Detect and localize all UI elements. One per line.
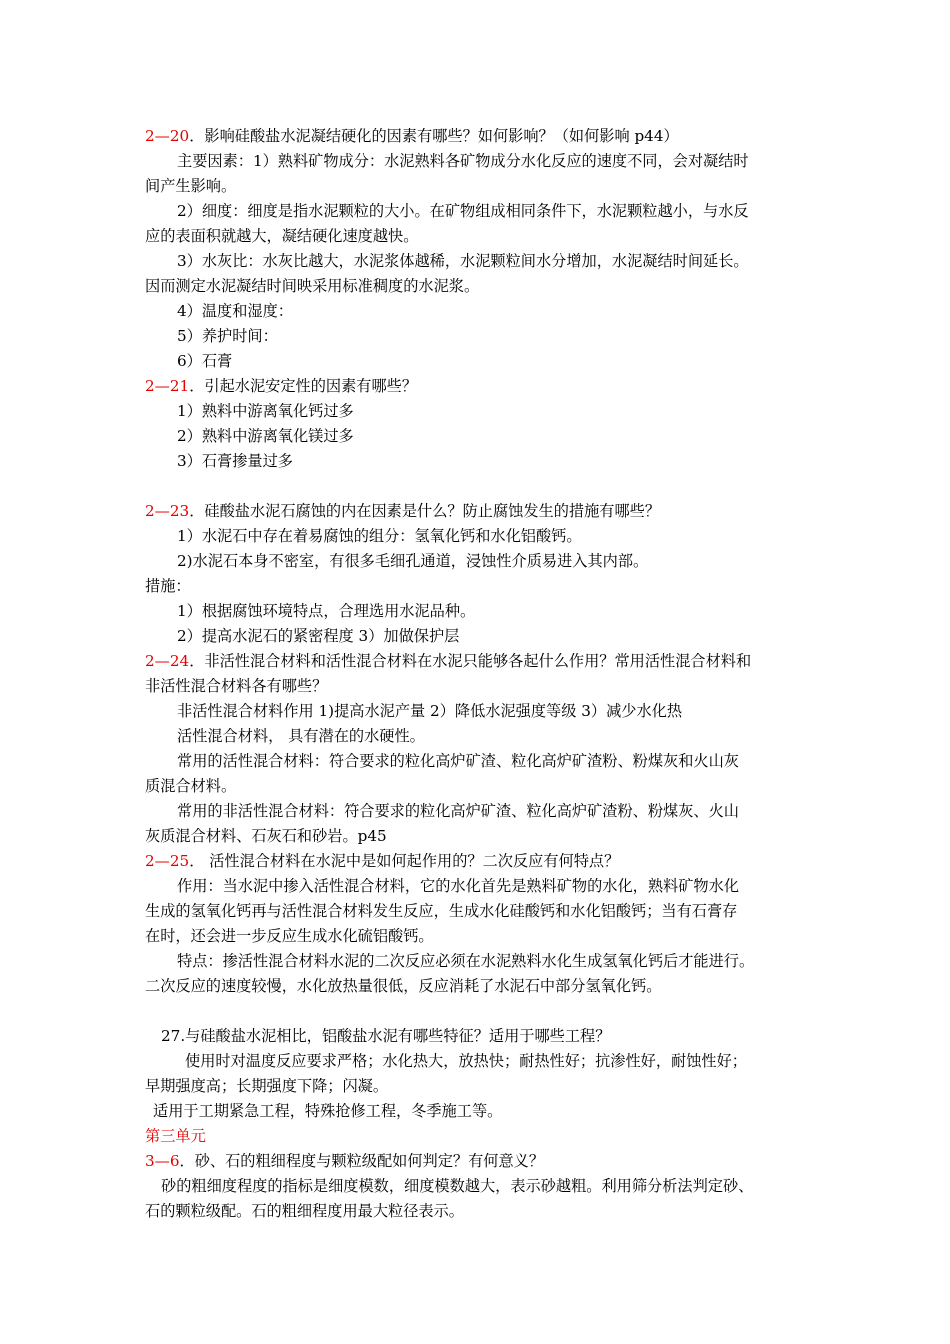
document-body bbox=[145, 124, 825, 1224]
answer-line: 使用时对温度反应要求严格；水化热大，放热快；耐热性好；抗渗性好，耐蚀性好； bbox=[185, 1052, 747, 1070]
answer-line: 石的颗粒级配。石的粗细程度用最大粒径表示。 bbox=[145, 1202, 464, 1220]
question-text: ．硅酸盐水泥石腐蚀的内在因素是什么？防止腐蚀发生的措施有哪些？ bbox=[189, 502, 660, 520]
answer-line: 2)水泥石本身不密室，有很多毛细孔通道，浸蚀性介质易进入其内部。 bbox=[177, 552, 649, 570]
answer-line: 应的表面积就越大，凝结硬化速度越快。 bbox=[145, 227, 419, 245]
answer-line: 2）熟料中游离氧化镁过多 bbox=[177, 427, 354, 445]
answer-line: 2）细度：细度是指水泥颗粒的大小。在矿物组成相同条件下，水泥颗粒越小，与水反 bbox=[177, 202, 749, 220]
answer-line: 适用于工期紧急工程，特殊抢修工程，冬季施工等。 bbox=[153, 1102, 503, 1120]
answer-line: 砂的粗细度程度的指标是细度模数，细度模数越大，表示砂越粗。利用筛分析法判定砂、 bbox=[161, 1177, 754, 1195]
question-number: 2—21 bbox=[145, 377, 190, 395]
question-27: 27.与硅酸盐水泥相比，铝酸盐水泥有哪些特征？适用于哪些工程？ bbox=[161, 1027, 611, 1045]
answer-line: 主要因素：1）熟料矿物成分：水泥熟料各矿物成分水化反应的速度不同，会对凝结时 bbox=[177, 152, 749, 170]
answer-line: 4）温度和湿度： bbox=[177, 302, 293, 320]
question-2-20 bbox=[145, 124, 825, 149]
question-text: ．非活性混合材料和活性混合材料在水泥只能够各起什么作用？常用活性混合材料和 bbox=[189, 652, 752, 670]
question-3-6 bbox=[145, 1149, 825, 1174]
answer-line: 1）水泥石中存在着易腐蚀的组分：氢氧化钙和水化铝酸钙。 bbox=[177, 527, 582, 545]
question-text: ．砂、石的粗细程度与颗粒级配如何判定？有何意义？ bbox=[179, 1152, 545, 1170]
paragraph-gap bbox=[145, 999, 825, 1024]
answer-line: 非活性混合材料作用 1)提高水泥产量 2）降低水泥强度等级 3）减少水化热 bbox=[177, 702, 683, 720]
answer-line: 在时，还会进一步反应生成水化硫铝酸钙。 bbox=[145, 927, 434, 945]
answer-line: 2）提高水泥石的紧密程度 3）加做保护层 bbox=[177, 627, 460, 645]
question-number: 3—6 bbox=[145, 1152, 180, 1170]
question-2-25 bbox=[145, 849, 825, 874]
question-text: ．引起水泥安定性的因素有哪些？ bbox=[189, 377, 417, 395]
question-text: ． 活性混合材料在水泥中是如何起作用的？二次反应有何特点？ bbox=[189, 852, 620, 870]
answer-line: 作用：当水泥中掺入活性混合材料，它的水化首先是熟料矿物的水化，熟料矿物水化 bbox=[177, 877, 739, 895]
paragraph-gap bbox=[145, 474, 825, 499]
question-number: 2—25 bbox=[145, 852, 190, 870]
answer-line: 二次反应的速度较慢，水化放热量很低，反应消耗了水泥石中部分氢氧化钙。 bbox=[145, 977, 662, 995]
answer-line: 5）养护时间： bbox=[177, 327, 278, 345]
question-2-23 bbox=[145, 499, 825, 524]
answer-line: 因而测定水泥凝结时间映采用标准稠度的水泥浆。 bbox=[145, 277, 480, 295]
answer-line: 常用的活性混合材料：符合要求的粒化高炉矿渣、粒化高炉矿渣粉、粉煤灰和火山灰 bbox=[177, 752, 739, 770]
answer-line: 3）水灰比：水灰比越大，水泥浆体越稀，水泥颗粒间水分增加，水泥凝结时间延长。 bbox=[177, 252, 749, 270]
question-text: ．影响硅酸盐水泥凝结硬化的因素有哪些？如何影响？（如何影响 p44） bbox=[189, 127, 679, 145]
unit-heading: 第三单元 bbox=[145, 1127, 206, 1145]
answer-line: 6）石膏 bbox=[177, 352, 233, 370]
question-2-24 bbox=[145, 649, 825, 674]
answer-line: 活性混合材料， 具有潜在的水硬性。 bbox=[177, 727, 425, 745]
question-number: 2—24 bbox=[145, 652, 190, 670]
question-text-cont: 非活性混合材料各有哪些？ bbox=[145, 677, 328, 695]
question-number: 2—20 bbox=[145, 127, 190, 145]
answer-line: 特点：掺活性混合材料水泥的二次反应必须在水泥熟料水化生成氢氧化钙后才能进行。 bbox=[177, 952, 755, 970]
answer-line: 质混合材料。 bbox=[145, 777, 237, 795]
question-number: 2—23 bbox=[145, 502, 190, 520]
answer-line: 1）熟料中游离氧化钙过多 bbox=[177, 402, 354, 420]
answer-line: 1）根据腐蚀环境特点，合理选用水泥品种。 bbox=[177, 602, 476, 620]
answer-line: 常用的非活性混合材料：符合要求的粒化高炉矿渣、粒化高炉矿渣粉、粉煤灰、火山 bbox=[177, 802, 739, 820]
question-2-21 bbox=[145, 374, 825, 399]
answer-line: 生成的氢氧化钙再与活性混合材料发生反应，生成水化硅酸钙和水化铝酸钙；当有石膏存 bbox=[145, 902, 738, 920]
measures-label: 措施： bbox=[145, 577, 191, 595]
answer-line: 3）石膏掺量过多 bbox=[177, 452, 293, 470]
answer-line: 灰质混合材料、石灰石和砂岩。p45 bbox=[145, 827, 387, 845]
answer-line: 早期强度高；长期强度下降；闪凝。 bbox=[145, 1077, 388, 1095]
answer-line: 间产生影响。 bbox=[145, 177, 237, 195]
